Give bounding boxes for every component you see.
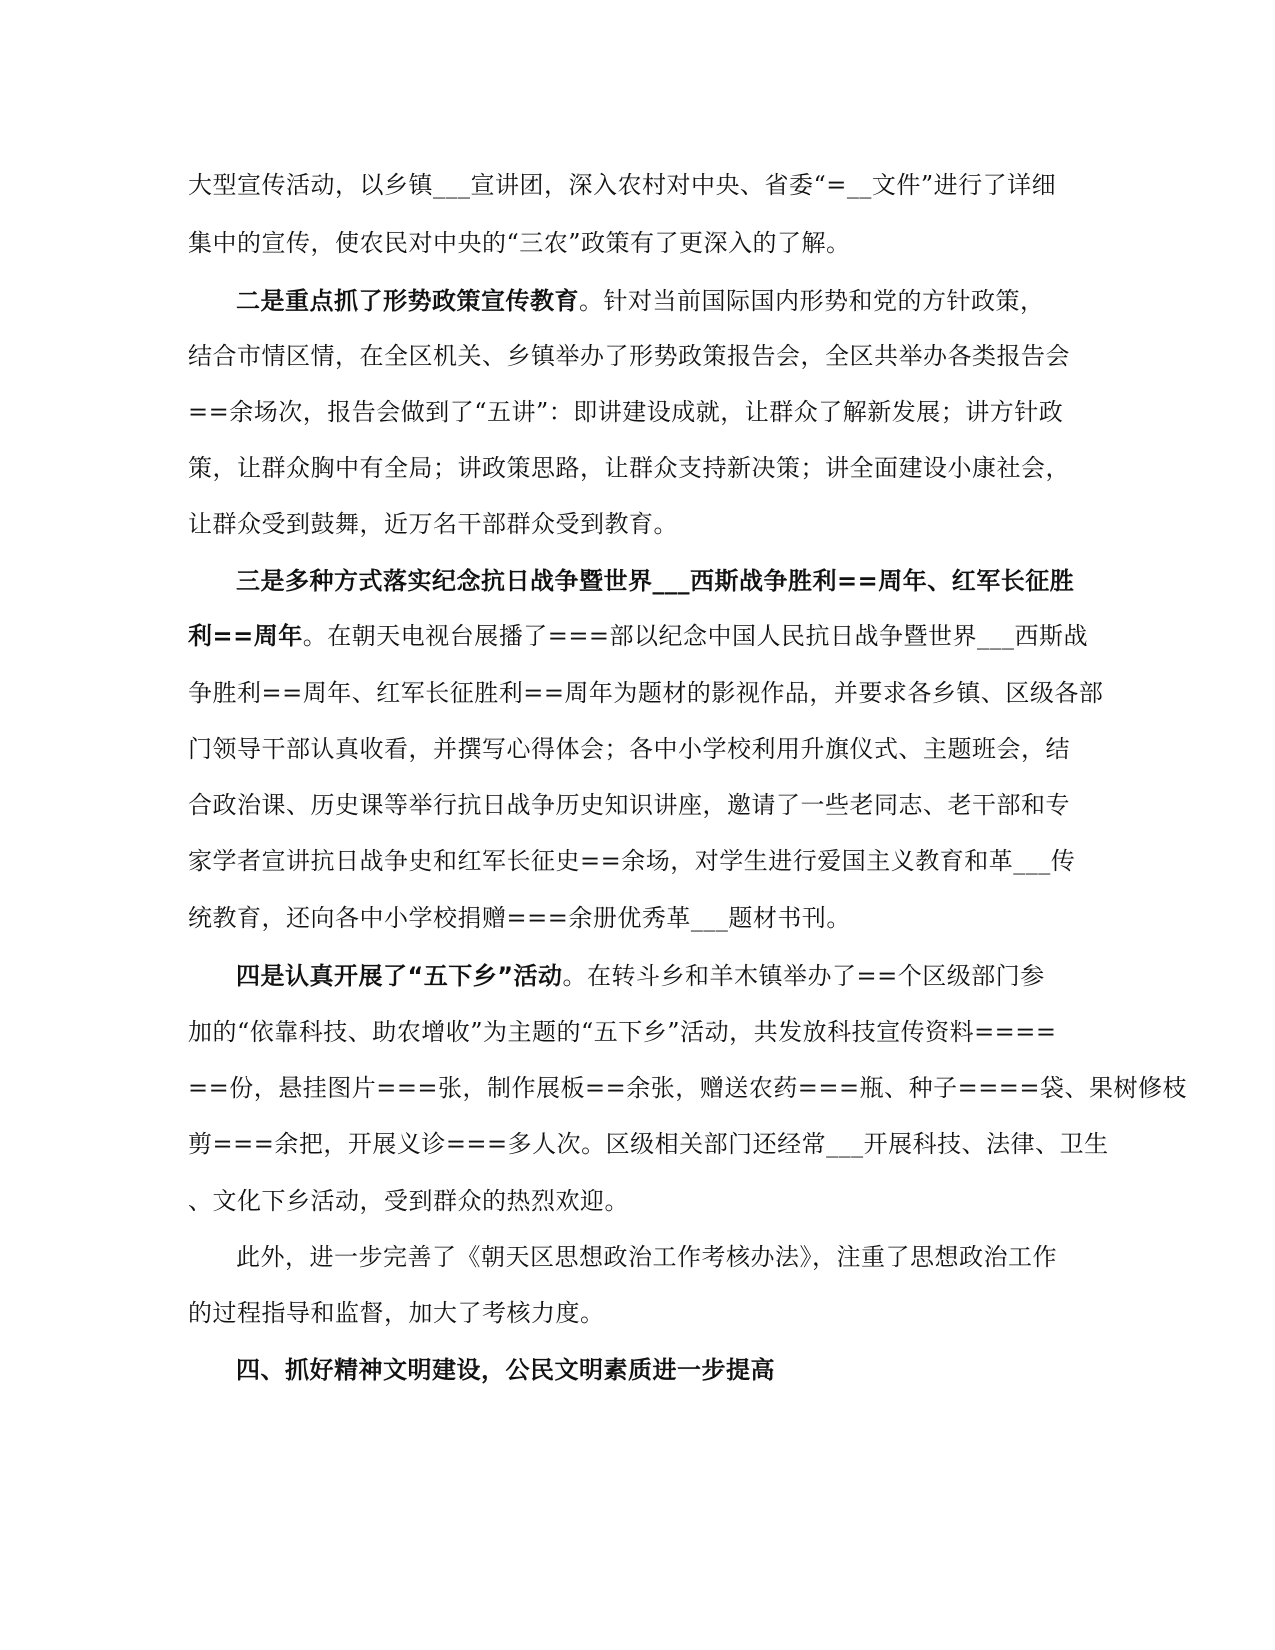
line-text: 让群众受到鼓舞，近万名干部群众受到教育。 [188, 510, 678, 538]
line-text: 策，让群众胸中有全局；讲政策思路，让群众支持新决策；讲全面建设小康社会， [188, 454, 1070, 482]
heading-text: 四、抓好精神文明建设，公民文明素质进一步提高 [236, 1356, 775, 1384]
paragraph-heading: 三是多种方式落实纪念抗日战争暨世界___西斯战争胜利==周年、红军长征胜 [236, 567, 1075, 595]
line-text: 此外，进一步完善了《朝天区思想政治工作考核办法》，注重了思想政治工作 [236, 1243, 1057, 1271]
line-text: 剪===余把，开展义诊===多人次。区级相关部门还经常___开展科技、法律、卫生 [188, 1130, 1109, 1158]
text-line-14 [188, 903, 1088, 933]
section-heading [236, 1355, 1136, 1385]
line-text: 的过程指导和监督，加大了考核力度。 [188, 1299, 605, 1327]
text-line-13 [188, 846, 1088, 876]
text-line-18 [188, 1129, 1109, 1159]
paragraph-heading: 二是重点抓了形势政策宣传教育 [236, 287, 579, 315]
line-text: 结合市情区情，在全区机关、乡镇举办了形势政策报告会，全区共举办各类报告会 [188, 342, 1070, 370]
text-line-5 [188, 397, 1088, 427]
paragraph-heading: 利==周年 [188, 622, 303, 650]
line-text: 大型宣传活动，以乡镇___宣讲团，深入农村对中央、省委“=__文件”进行了详细 [188, 171, 1057, 199]
paragraph-heading: 四是认真开展了“五下乡”活动 [236, 962, 563, 990]
line-text: ==份，悬挂图片===张，制作展板==余张，赠送农药===瓶、种子====袋、果树修枝 [188, 1074, 1188, 1102]
line-text: 加的“依靠科技、助农增收”为主题的“五下乡”活动，共发放科技宣传资料==== [188, 1018, 1057, 1046]
line-text: 争胜利==周年、红军长征胜利==周年为题材的影视作品，并要求各乡镇、区级各部 [188, 679, 1104, 707]
line-text: 、文化下乡活动，受到群众的热烈欢迎。 [188, 1187, 629, 1215]
text-line-1 [188, 170, 1088, 200]
line-text: 。在朝天电视台展播了===部以纪念中国人民抗日战争暨世界___西斯战 [302, 622, 1089, 650]
text-line-19 [188, 1186, 1088, 1216]
text-line-4 [188, 341, 1088, 371]
text-line-21 [188, 1298, 1088, 1328]
line-text: 。针对当前国际国内形势和党的方针政策， [579, 287, 1045, 315]
paragraph-3-first-line [236, 566, 1136, 596]
text-line-17 [188, 1073, 1188, 1103]
text-line-9 [188, 621, 1088, 651]
paragraph-5-first-line [236, 1242, 1136, 1272]
line-text: 。在转斗乡和羊木镇举办了==个区级部门参 [562, 962, 1045, 990]
line-text: 门领导干部认真收看，并撰写心得体会；各中小学校利用升旗仪式、主题班会，结 [188, 735, 1070, 763]
paragraph-4-first-line [236, 961, 1136, 991]
text-line-16 [188, 1017, 1088, 1047]
line-text: ==余场次，报告会做到了“五讲”：即讲建设成就，让群众了解新发展；讲方针政 [188, 398, 1064, 426]
text-line-12 [188, 790, 1088, 820]
text-line-10 [188, 678, 1104, 708]
text-line-11 [188, 734, 1088, 764]
text-line-6 [188, 453, 1088, 483]
line-text: 集中的宣传，使农民对中央的“三农”政策有了更深入的了解。 [188, 229, 851, 257]
paragraph-2-first-line [236, 286, 1136, 316]
line-text: 合政治课、历史课等举行抗日战争历史知识讲座，邀请了一些老同志、老干部和专 [188, 791, 1070, 819]
text-line-2 [188, 228, 1088, 258]
text-line-7 [188, 509, 1088, 539]
line-text: 家学者宣讲抗日战争史和红军长征史==余场，对学生进行爱国主义教育和革___传 [188, 847, 1076, 875]
line-text: 统教育，还向各中小学校捐赠===余册优秀革___题材书刊。 [188, 904, 851, 932]
